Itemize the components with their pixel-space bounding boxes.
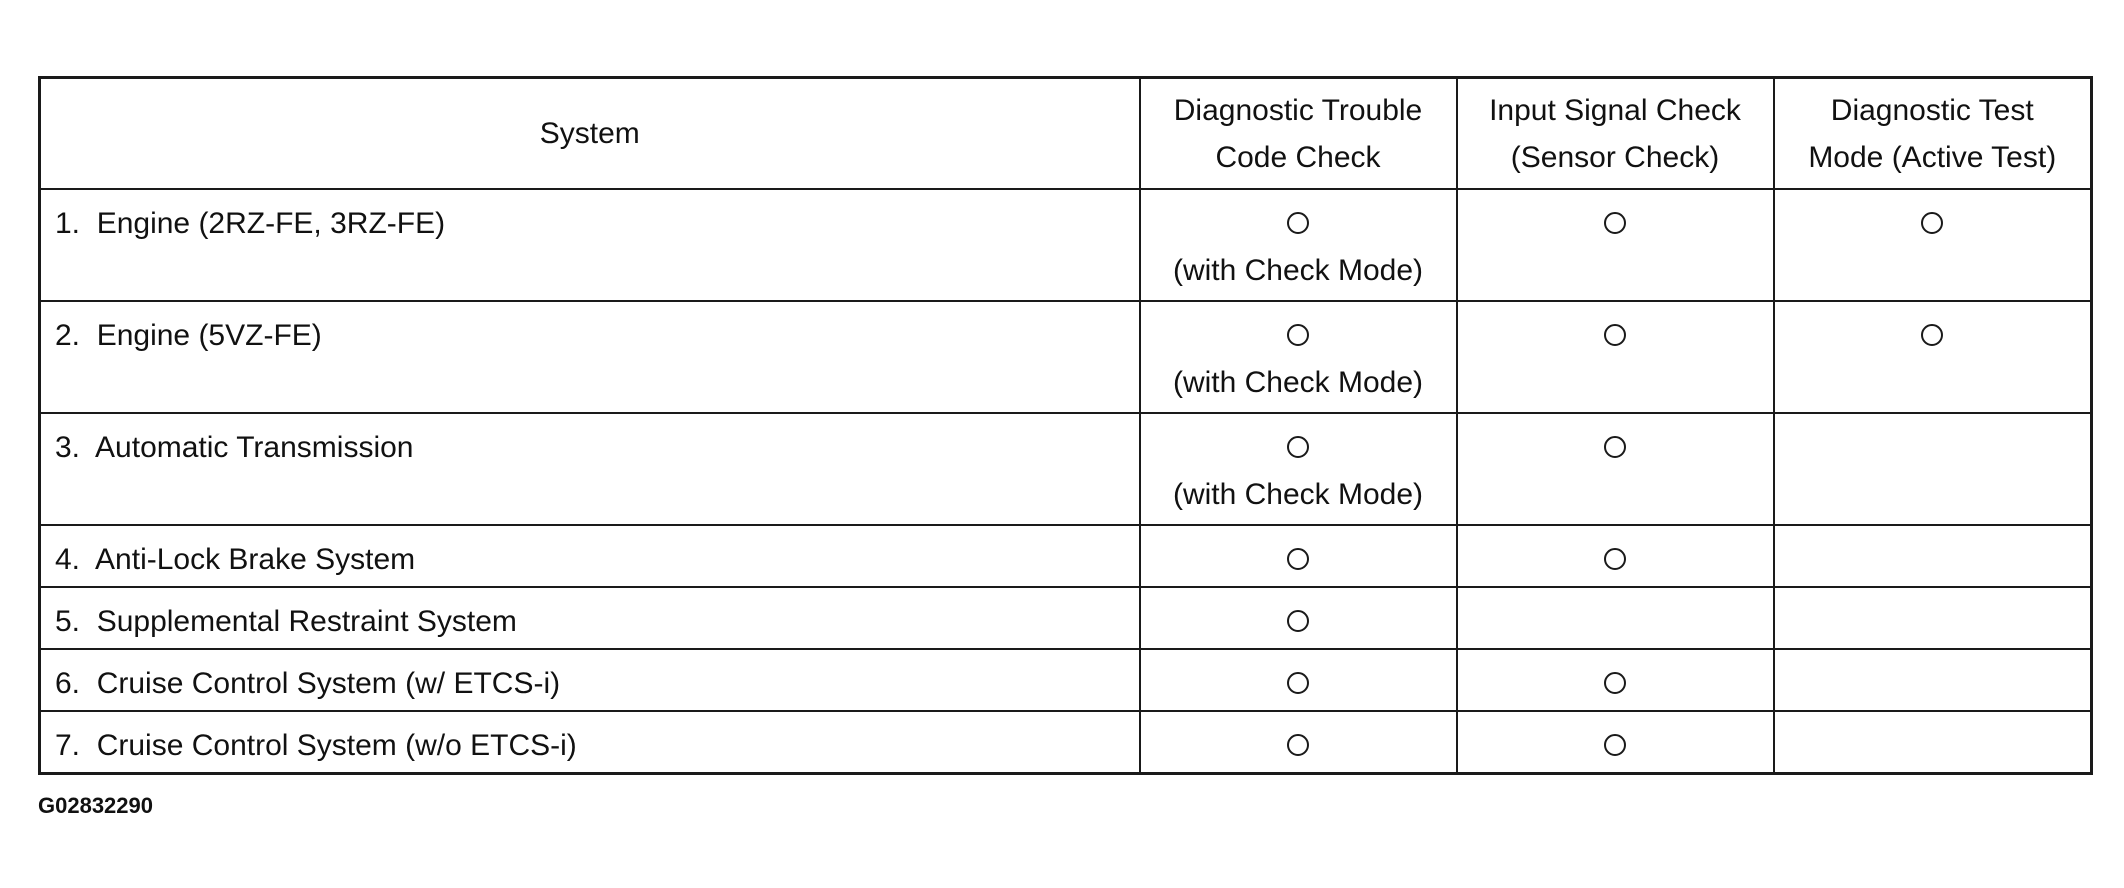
header-system: System: [40, 78, 1140, 190]
input-cell: [1457, 649, 1774, 711]
circle-icon: [1287, 672, 1309, 694]
system-name-cell: 7. Cruise Control System (w/o ETCS-i): [40, 711, 1140, 774]
table-row: [40, 301, 2092, 413]
dtc-cell: [1140, 649, 1457, 711]
table-row: [40, 413, 2092, 525]
check-mode-note: (with Check Mode): [1172, 478, 1424, 511]
system-name-cell: 3. Automatic Transmission: [40, 413, 1140, 525]
dtc-cell: [1140, 711, 1457, 774]
circle-icon: [1604, 734, 1626, 756]
circle-icon: [1604, 672, 1626, 694]
test-cell: [1774, 189, 2092, 301]
header-input-signal-check: Input Signal Check (Sensor Check): [1457, 78, 1774, 190]
circle-icon: [1287, 548, 1309, 570]
input-cell: [1457, 413, 1774, 525]
check-mode-note: (with Check Mode): [1172, 254, 1424, 287]
circle-icon: [1921, 324, 1943, 346]
dtc-cell: [1140, 413, 1457, 525]
circle-icon: [1287, 436, 1309, 458]
system-name-cell: 6. Cruise Control System (w/ ETCS-i): [40, 649, 1140, 711]
circle-icon: [1604, 436, 1626, 458]
header-dtc-check: Diagnostic Trouble Code Check: [1140, 78, 1457, 190]
check-mode-note: (with Check Mode): [1172, 366, 1424, 399]
input-cell: [1457, 525, 1774, 587]
input-cell: [1457, 189, 1774, 301]
table-header-row: [40, 78, 2092, 190]
circle-icon: [1604, 548, 1626, 570]
input-cell: [1457, 587, 1774, 649]
circle-icon: [1287, 734, 1309, 756]
circle-icon: [1287, 324, 1309, 346]
test-cell: [1774, 301, 2092, 413]
circle-icon: [1287, 610, 1309, 632]
circle-icon: [1287, 212, 1309, 234]
system-name-cell: 1. Engine (2RZ-FE, 3RZ-FE): [40, 189, 1140, 301]
dtc-cell: [1140, 525, 1457, 587]
circle-icon: [1921, 212, 1943, 234]
system-name-cell: 2. Engine (5VZ-FE): [40, 301, 1140, 413]
table-row: [40, 711, 2092, 774]
test-cell: [1774, 649, 2092, 711]
dtc-cell: [1140, 301, 1457, 413]
circle-icon: [1604, 324, 1626, 346]
header-active-test: Diagnostic Test Mode (Active Test): [1774, 78, 2092, 190]
diagnostic-function-table: [38, 76, 2093, 775]
test-cell: [1774, 587, 2092, 649]
test-cell: [1774, 525, 2092, 587]
table-row: [40, 189, 2092, 301]
input-cell: [1457, 301, 1774, 413]
table-row: [40, 649, 2092, 711]
test-cell: [1774, 413, 2092, 525]
dtc-cell: [1140, 189, 1457, 301]
circle-icon: [1604, 212, 1626, 234]
table-row: [40, 587, 2092, 649]
input-cell: [1457, 711, 1774, 774]
dtc-cell: [1140, 587, 1457, 649]
test-cell: [1774, 711, 2092, 774]
table-row: [40, 525, 2092, 587]
figure-id: G02832290: [38, 793, 153, 818]
system-name-cell: 5. Supplemental Restraint System: [40, 587, 1140, 649]
system-name-cell: 4. Anti-Lock Brake System: [40, 525, 1140, 587]
